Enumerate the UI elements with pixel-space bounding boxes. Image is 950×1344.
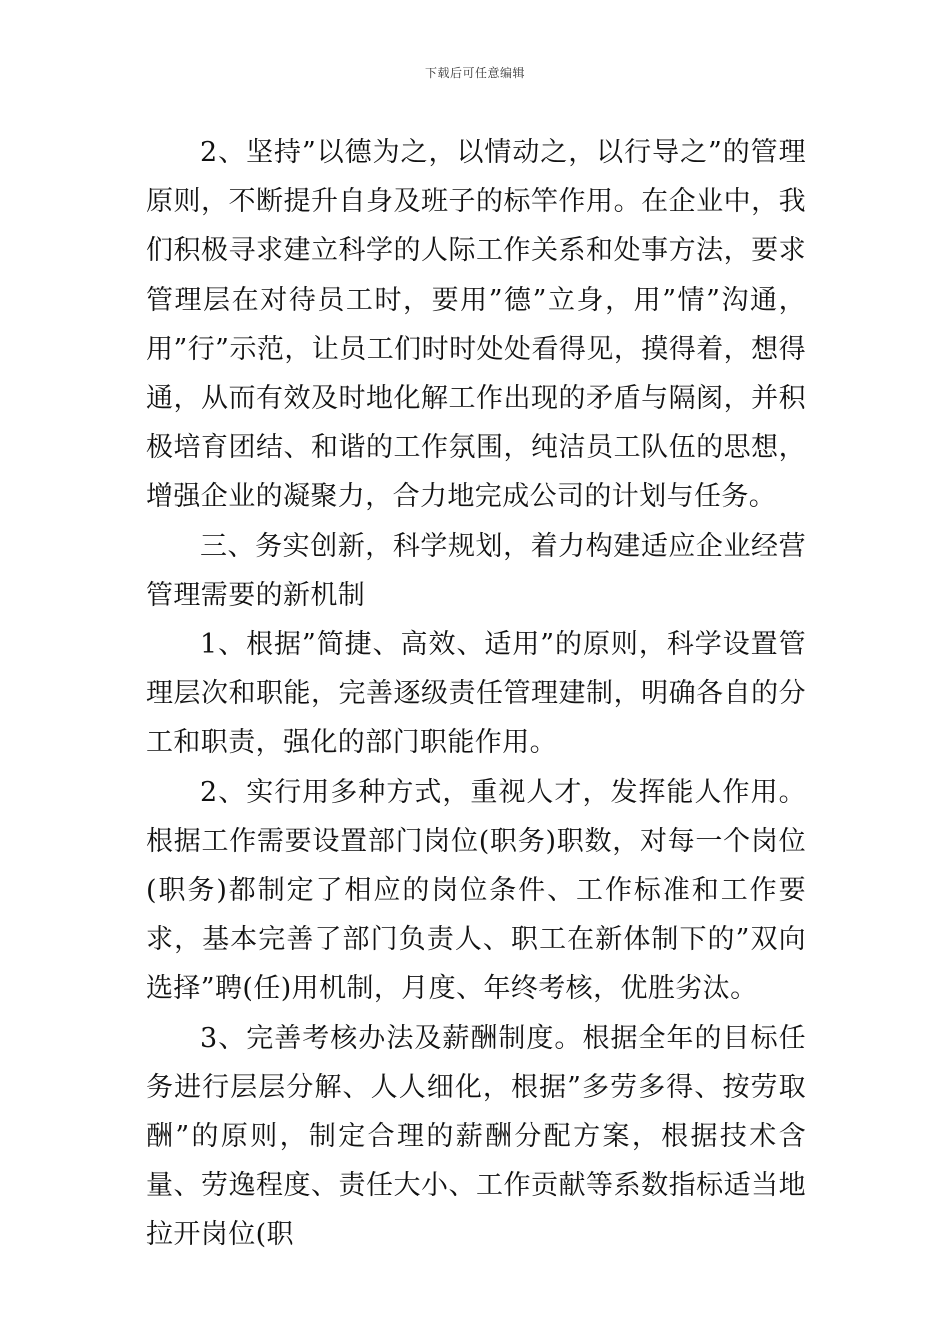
paragraph-management-principle: 2、坚持”以德为之，以情动之，以行导之”的管理原则，不断提升自身及班子的标竿作用。在企业中，我们积极寻求建立科学的人际工作关系和处事方法，要求管理层在对待员工时，要用”德”立身，用”情”沟通，用”行”示范，让员工们时时处处看得见，摸得着，想得通，从而有效及时地化解工作出现的矛盾与隔阂，并积极培育团结、和谐的工作氛围，纯洁员工队伍的思想，增强企业的凝聚力，合力地完成公司的计划与任务。 <box>146 137 806 513</box>
document-body <box>146 128 806 1260</box>
page-header: 下载后可任意编辑 <box>424 66 525 80</box>
paragraph-talent-utilization: 2、实行用多种方式，重视人才，发挥能人作用。根据工作需要设置部门岗位(职务)职数，对每一个岗位(职务)都制定了相应的岗位条件、工作标准和工作要求，基本完善了部门负责人、职工在新体制下的”双向选择”聘(任)用机制，月度、年终考核，优胜劣汰。 <box>146 776 806 1005</box>
paragraph-management-levels: 1、根据”简捷、高效、适用”的原则，科学设置管理层次和职能，完善逐级责任管理建制，明确各自的分工和职责，强化的部门职能作用。 <box>146 629 806 759</box>
section-heading-new-mechanism: 三、务实创新，科学规划，着力构建适应企业经营管理需要的新机制 <box>146 530 806 611</box>
paragraph-salary-system: 3、完善考核办法及薪酬制度。根据全年的目标任务进行层层分解、人人细化，根据”多劳多得、按劳取酬”的原则，制定合理的薪酬分配方案，根据技术含量、劳逸程度、责任大小、工作贡献等系数指标适当地拉开岗位(职 <box>146 1022 806 1251</box>
